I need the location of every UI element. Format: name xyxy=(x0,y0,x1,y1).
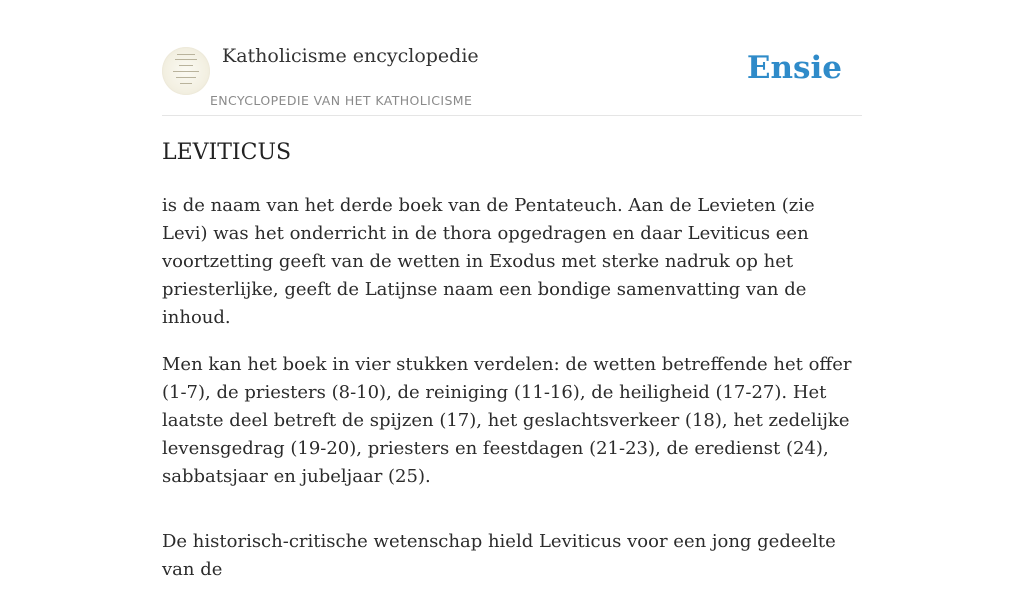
page xyxy=(162,0,862,580)
site-header xyxy=(162,0,862,116)
article-paragraph: De historisch-critische wetenschap hield Leviticus voor een jong gedeelte van de xyxy=(162,531,836,580)
site-subtitle: ENCYCLOPEDIE VAN HET KATHOLICISME xyxy=(210,93,473,108)
article-paragraph: is de naam van het derde boek van de Pentateuch. Aan de Levieten (zie Levi) was het onderricht in de thora opgedragen en daar Leviticus een voortzetting geeft van de wetten in Exodus met sterke nadruk op het priesterlijke, geeft de Latijnse naam een bondige samenvatting van de inhoud. xyxy=(162,195,815,328)
article-paragraph: Men kan het boek in vier stukken verdelen: de wetten betreffende het offer (1-7), de priesters (8-10), de reiniging (11-16), de heiligheid (17-27). Het laatste deel betreft de spijzen (17), het geslachtsverkeer (18), het zedelijke levensgedrag (19-20), priesters en feestdagen (21-23), de eredienst (24), sabbatsjaar en jubeljaar (25). xyxy=(162,354,852,487)
article-body xyxy=(162,192,862,603)
book-cover-icon[interactable] xyxy=(162,47,210,95)
site-title[interactable]: Katholicisme encyclopedie xyxy=(222,45,479,67)
article-title: LEVITICUS xyxy=(162,140,292,165)
brand-logo[interactable]: Ensie xyxy=(746,50,842,86)
